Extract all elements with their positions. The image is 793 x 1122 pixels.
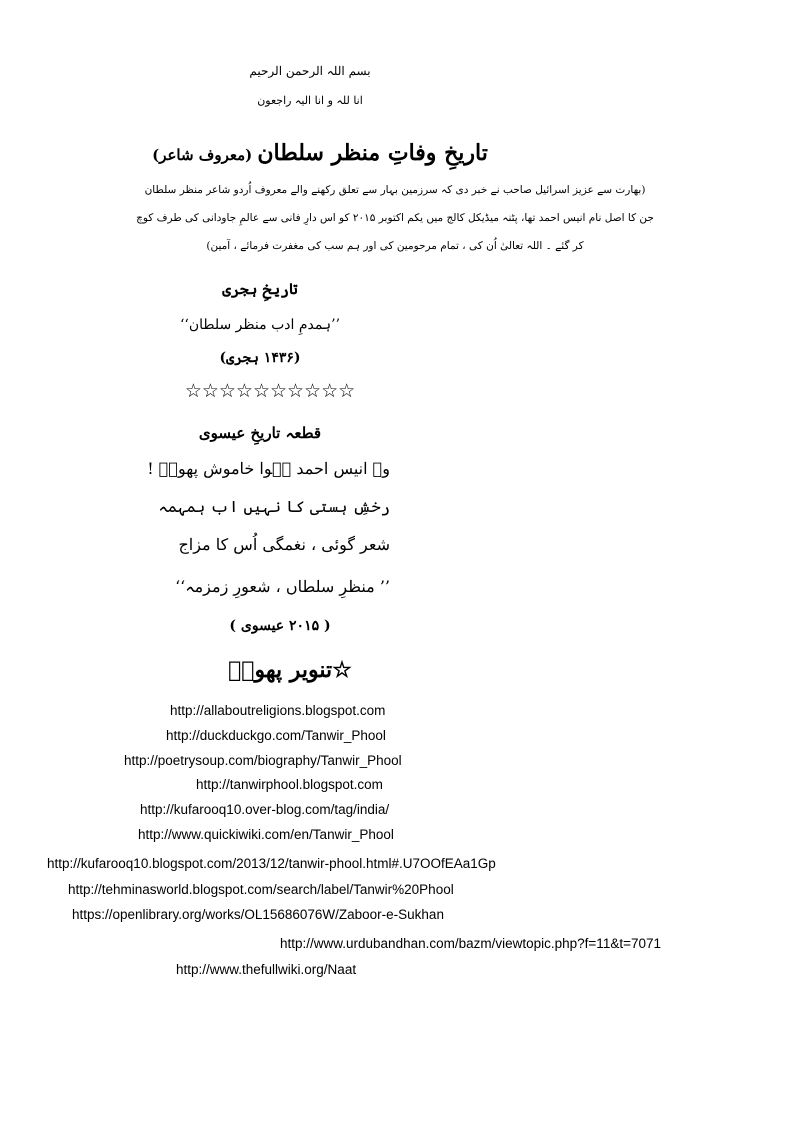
link-thefullwiki[interactable]: http://www.thefullwiki.org/Naat: [176, 962, 357, 977]
title-main: تاریخِ وفاتِ منظر سلطان: [257, 140, 488, 166]
page-title: [150, 140, 490, 166]
link-openlibrary[interactable]: https://openlibrary.org/works/OL15686076W/Zaboor-e-Sukhan: [72, 907, 444, 922]
verse-1: وہ انیس احمد ہُوا خاموش پھولؔ !: [147, 459, 390, 478]
isvi-heading: قطعہ تاریخِ عیسوی: [198, 424, 322, 442]
bismillah: بسم اللہ الرحمن الرحیم: [249, 64, 371, 78]
intro-line-2: جن کا اصل نام انیس احمد تھا، پٹنہ میڈیکل کالج میں یکم اکتوبر ۲۰۱۵ کو اس دارِ فانی سے عالمِ جاودانی کی طرف کوچ: [136, 212, 654, 224]
verse-4: ’’ منظرِ سلطاں ، شعورِ زمزمہ‘‘: [175, 577, 390, 596]
link-over-blog[interactable]: http://kufarooq10.over-blog.com/tag/india/: [140, 802, 390, 817]
link-duckduckgo[interactable]: http://duckduckgo.com/Tanwir_Phool: [166, 728, 386, 743]
signature: ☆تنویر پھولؔ: [228, 657, 352, 683]
link-quickiwiki[interactable]: http://www.quickiwiki.com/en/Tanwir_Phool: [138, 827, 394, 842]
hijri-heading: تاریخِ ہجری: [222, 280, 298, 298]
verse-3: شعر گوئی ، نغمگی اُس کا مزاج: [178, 535, 390, 554]
isvi-year: ( ۲۰۱۵ عیسوی ): [229, 618, 331, 634]
intro-line-1: (بھارت سے عزیز اسرائیل صاحب نے خبر دی کہ سرزمین بہار سے تعلق رکھنے والے معروف اُردو شاعر منظر سلطان: [144, 184, 646, 196]
link-tanwirphool-blog[interactable]: http://tanwirphool.blogspot.com: [196, 777, 383, 792]
title-subtitle: (معروف شاعر): [152, 146, 253, 164]
hijri-phrase: ’’ہمدمِ ادب منظر سلطان‘‘: [179, 317, 341, 333]
link-kufarooq-blogspot[interactable]: http://kufarooq10.blogspot.com/2013/12/tanwir-phool.html#.U7OOfEAa1Gp: [47, 856, 496, 871]
star-separator: ☆☆☆☆☆☆☆☆☆☆: [184, 380, 356, 402]
link-urdubandhan[interactable]: http://www.urdubandhan.com/bazm/viewtopic.php?f=11&t=7071: [280, 936, 661, 951]
inna-lillah: انا للہ و انا الیہ راجعون: [257, 94, 363, 107]
hijri-year: (۱۴۳۶ ہجری): [219, 350, 301, 366]
intro-line-3: کر گئے ۔ اللہ تعالیٰ اُن کی ، تمام مرحومین کی اور ہم سب کی مغفرت فرمائے ، آمین): [206, 240, 584, 252]
link-allaboutreligions[interactable]: http://allaboutreligions.blogspot.com: [170, 703, 386, 718]
link-tehminasworld[interactable]: http://tehminasworld.blogspot.com/search/label/Tanwir%20Phool: [68, 882, 454, 897]
link-poetrysoup[interactable]: http://poetrysoup.com/biography/Tanwir_Phool: [124, 753, 402, 768]
verse-2: رخشِ ہستی کا نہیں اب ہمہمہ: [158, 497, 390, 516]
